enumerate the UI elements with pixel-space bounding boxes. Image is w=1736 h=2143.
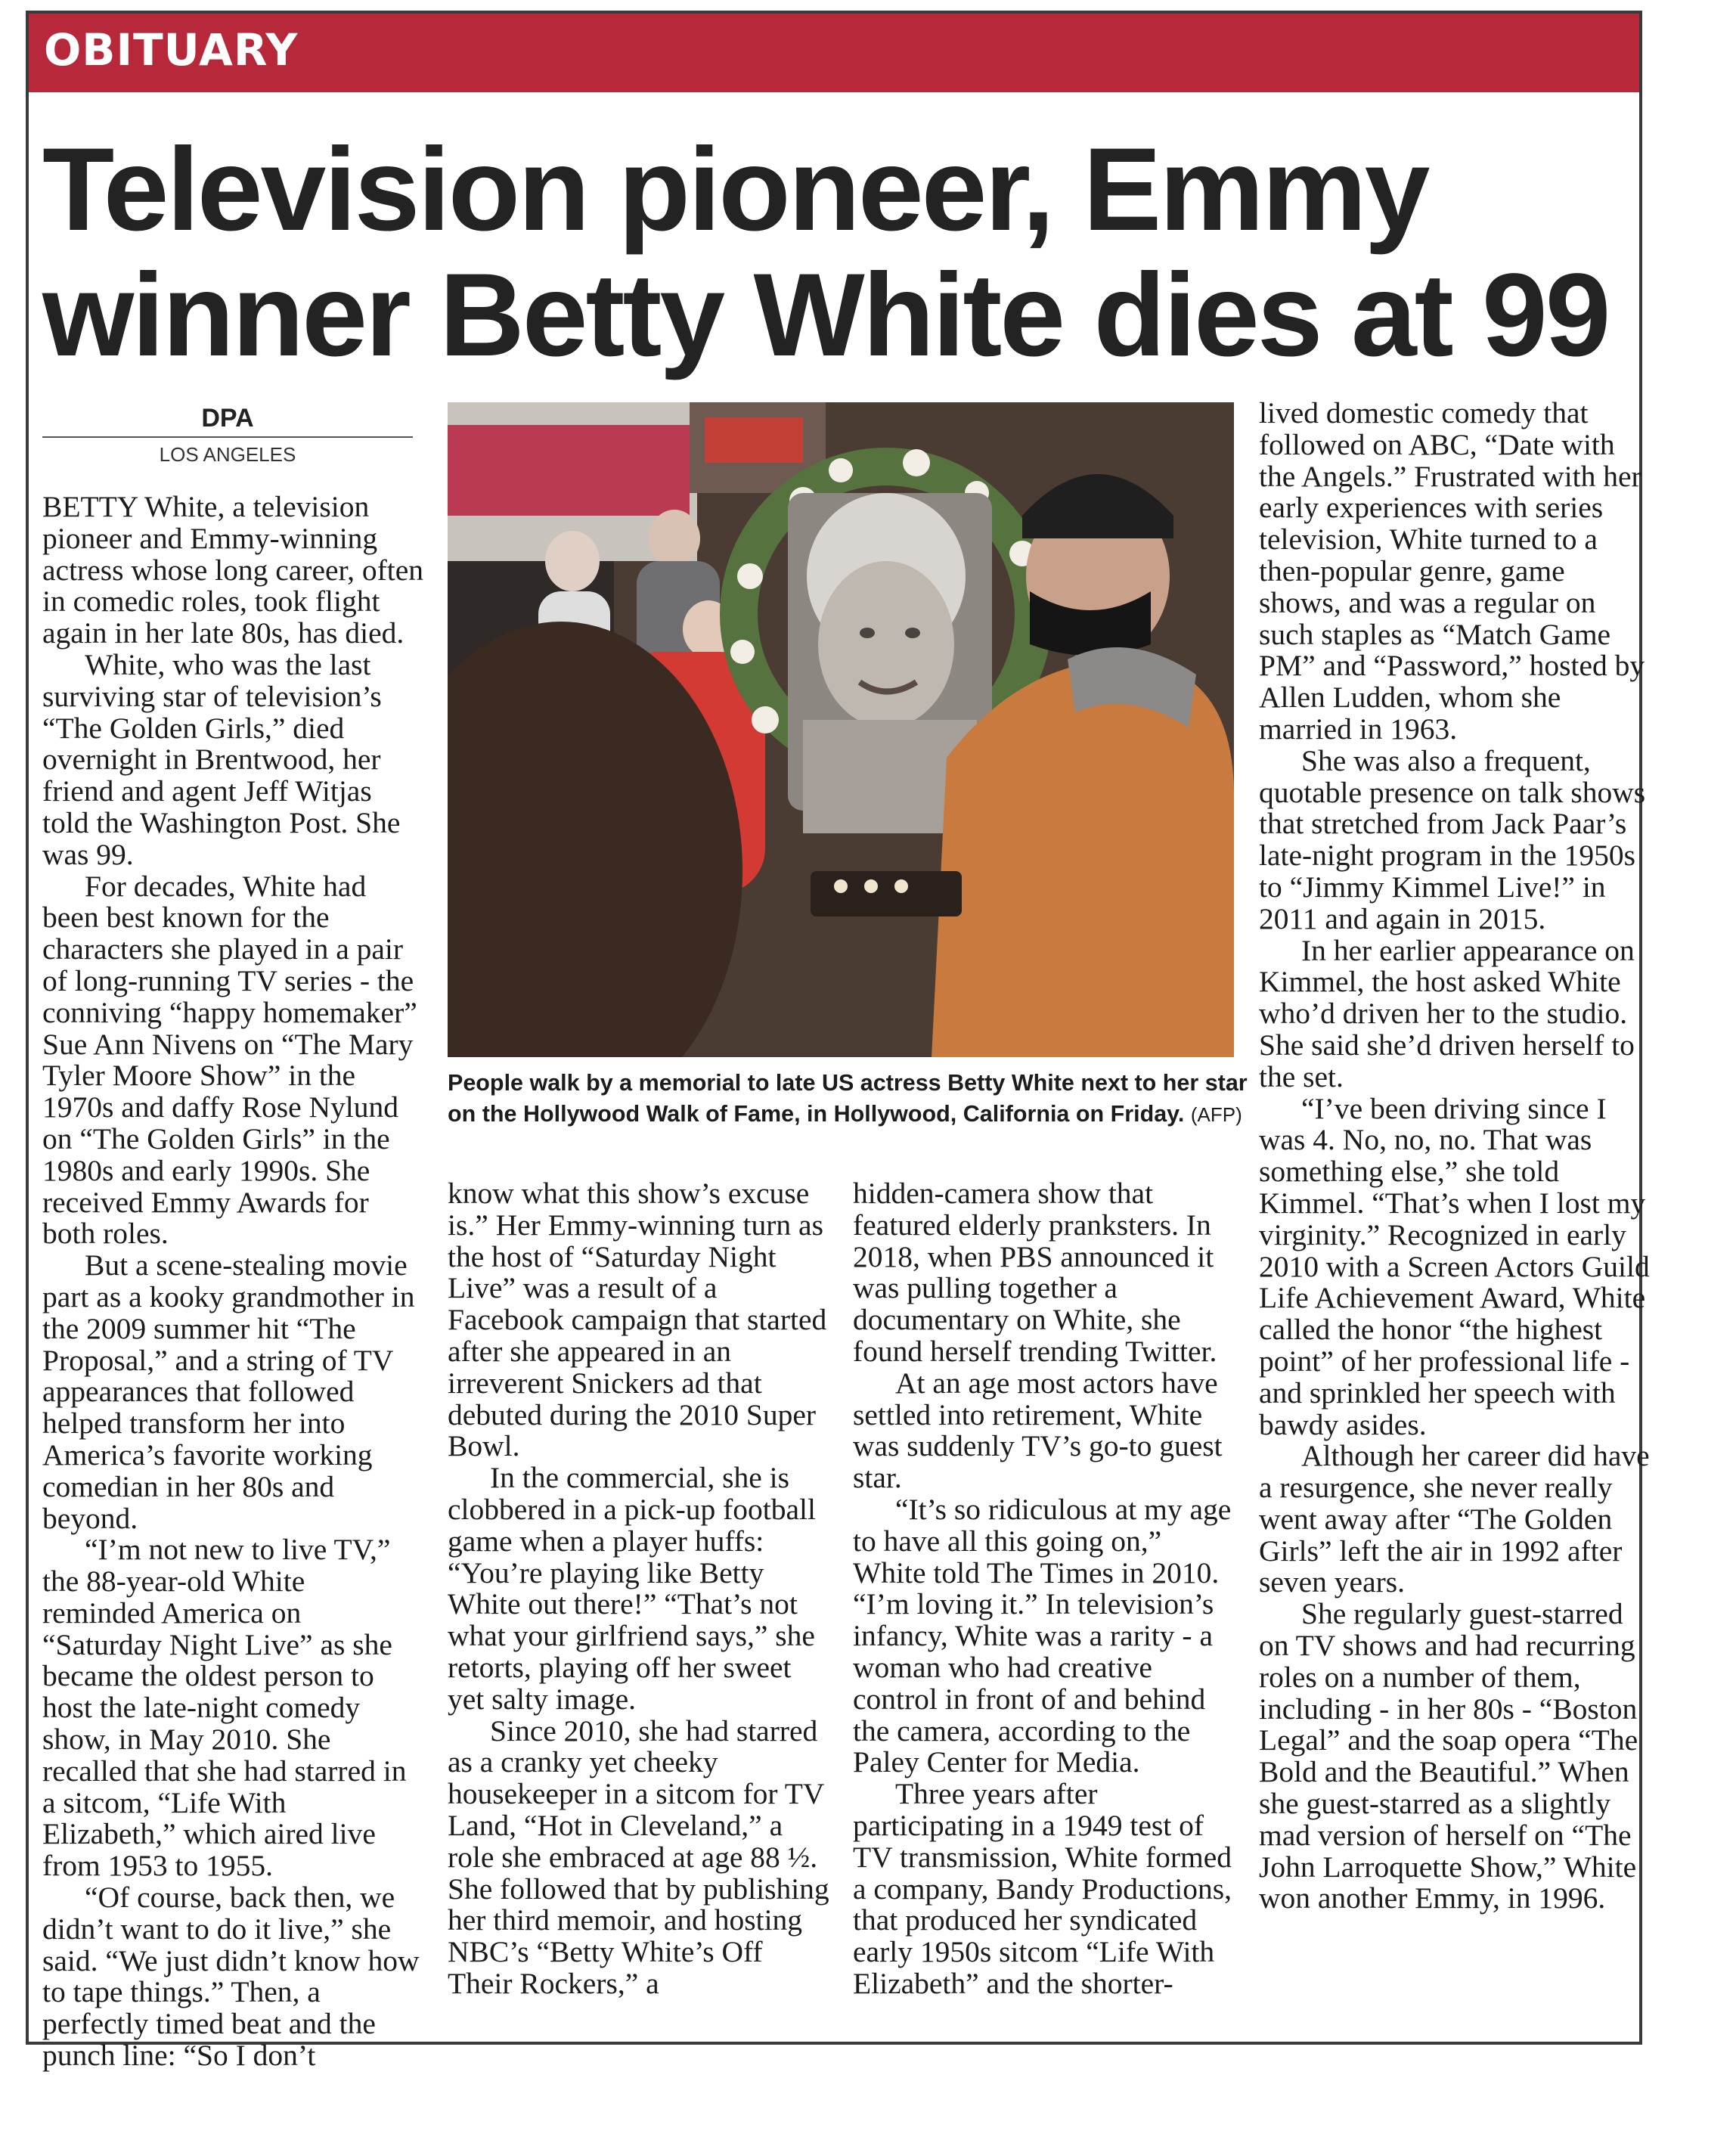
paragraph: “It’s so ridiculous at my age to have all this going on,” White told The Times in 2010. “I’m loving it.” In television’s infancy, White was a rarity - a woman who had creative control in front of and behind the camera, according to the Paley Center for Media. xyxy=(853,1492,1232,1779)
photo-caption xyxy=(448,1068,1249,1130)
paragraph: hidden-camera show that featured elderly pranksters. In 2018, when PBS announced it was pulling together a documentary on White, she found herself trending Twitter. xyxy=(853,1177,1217,1368)
byline-agency: DPA xyxy=(201,404,254,433)
article-column-2 xyxy=(448,1178,829,2000)
article-frame xyxy=(26,11,1650,2073)
paragraph: “Of course, back then, we didn’t want to do it live,” she said. “We just didn’t know how to tape things.” Then, a perfectly timed beat and the punch line: “So I don’t xyxy=(42,1881,420,2073)
article-column-3 xyxy=(853,1178,1235,2000)
headline: Television pioneer, Emmy winner Betty White dies at 99 xyxy=(42,124,1609,381)
paragraph: lived domestic comedy that followed on ABC, “Date with the Angels.” Frustrated with her early experiences with series television, White turned to a then-popular genre, game shows, and was a regular on such staples as “Match Game PM” and “Password,” hosted by Allen Ludden, whom she married in 1963. xyxy=(1259,396,1645,746)
paragraph: For decades, White had been best known for the characters she played in a pair of long-running TV series - the conniving “happy homemaker” Sue Ann Nivens on “The Mary Tyler Moore Show” in the 1970s and daffy Rose Nylund on “The Golden Girls” in the 1980s and early 1990s. She received Emmy Awards for both roles. xyxy=(42,869,417,1251)
photo-credit: (AFP) xyxy=(1190,1103,1242,1126)
paragraph: Three years after participating in a 1949 test of TV transmission, White formed a company, Bandy Productions, that produced her syndicated early 1950s sitcom “Life With Elizabeth” and the shorter- xyxy=(853,1777,1232,2000)
paragraph: Although her career did have a resurgence, she never really went away after “The Golden Girls” left the air in 1992 after seven years. xyxy=(1259,1439,1650,1599)
paragraph: At an age most actors have settled into retirement, White was suddenly TV’s go-to guest star. xyxy=(853,1366,1223,1495)
paragraph: BETTY White, a television pioneer and Emmy-winning actress whose long career, often in comedic roles, took flight again in her late 80s, has died. xyxy=(42,490,424,650)
paragraph: know what this show’s excuse is.” Her Emmy-winning turn as the host of “Saturday Night Live” was a result of a Facebook campaign that started after she appeared in an irreverent Snickers ad that debuted during the 2010 Super Bowl. xyxy=(448,1177,827,1463)
byline xyxy=(42,403,413,467)
memorial-photo xyxy=(448,402,1234,1057)
article-column-4 xyxy=(1259,398,1652,1915)
article-column-1 xyxy=(42,492,424,2072)
section-label: OBITUARY xyxy=(44,24,299,76)
paragraph: Since 2010, she had starred as a cranky yet cheeky housekeeper in a sitcom for TV Land, “Hot in Cleveland,” a role she embraced at age 88 ½. She followed that by publishing her third memoir, and hosting NBC’s “Betty White’s Off Their Rockers,” a xyxy=(448,1713,829,2000)
section-banner xyxy=(29,14,1639,92)
byline-divider xyxy=(42,436,413,438)
paragraph: In the commercial, she is clobbered in a pick-up football game when a player huffs: “You’re playing like Betty White out there!” “That’s not what your girlfriend says,” she retorts, playing off her sweet yet salty image. xyxy=(448,1461,816,1716)
paragraph: “I’m not new to live TV,” the 88-year-old White reminded America on “Saturday Night Live” as she became the oldest person to host the late-night comedy show, in May 2010. She recalled that she had starred in a sitcom, “Life With Elizabeth,” which aired live from 1953 to 1955. xyxy=(42,1533,407,1883)
paragraph: “I’ve been driving since I was 4. No, no, no. That was something else,” she told Kimmel. “That’s when I lost my virginity.” Recognized in early 2010 with a Screen Actors Guild Life Achievement Award, White called the honor “the highest point” of her professional life - and sprinkled her speech with bawdy asides. xyxy=(1259,1091,1650,1441)
paragraph: White, who was the last surviving star of television’s “The Golden Girls,” died overnight in Brentwood, her friend and agent Jeff Witjas told the Washington Post. She was 99. xyxy=(42,647,401,871)
byline-dateline: LOS ANGELES xyxy=(159,443,296,466)
paragraph: She was also a frequent, quotable presence on talk shows that stretched from Jack Paar’s late-night program in the 1950s to “Jimmy Kimmel Live!” in 2011 and again in 2015. xyxy=(1259,743,1646,935)
paragraph: But a scene-stealing movie part as a kooky grandmother in the 2009 summer hit “The Proposal,” and a string of TV appearances that followed helped transform her into America’s favorite working comedian in her 80s and beyond. xyxy=(42,1248,415,1535)
paragraph: In her earlier appearance on Kimmel, the host asked White who’d driven her to the studio. She said she’d driven herself to the set. xyxy=(1259,933,1635,1093)
caption-text: People walk by a memorial to late US actress Betty White next to her star on the Hollywood Walk of Fame, in Hollywood, California on Friday. xyxy=(448,1070,1248,1127)
paragraph: She regularly guest-starred on TV shows and had recurring roles on a number of them, including - in her 80s - “Boston Legal” and the soap opera “The Bold and the Beautiful.” When she guest-starred as a slightly mad version of herself on “The John Larroquette Show,” White won another Emmy, in 1996. xyxy=(1259,1597,1638,1915)
